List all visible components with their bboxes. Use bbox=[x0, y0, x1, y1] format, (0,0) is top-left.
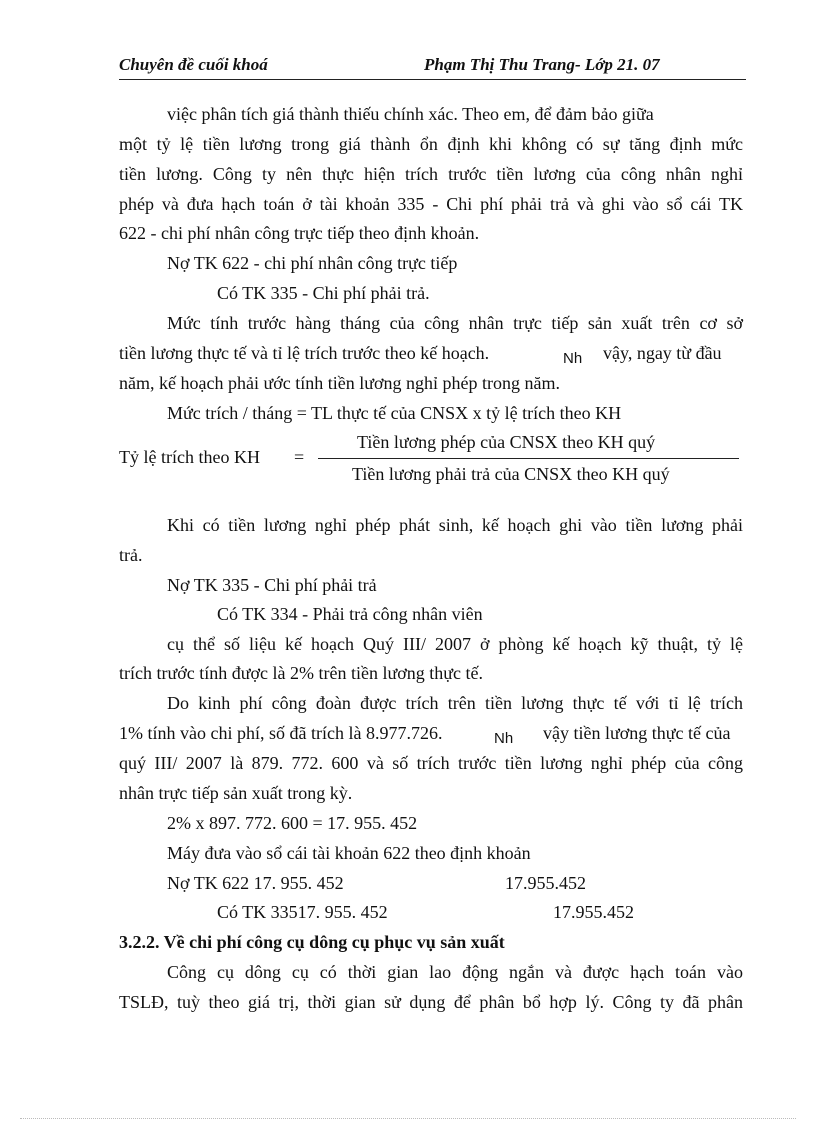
header-author: Phạm Thị Thu Trang- Lớp 21. 07 bbox=[424, 55, 660, 74]
paragraph-line: trả. bbox=[119, 545, 143, 565]
formula-denominator: Tiền lương phải trả của CNSX theo KH quý bbox=[352, 464, 670, 484]
section-heading: 3.2.2. Về chi phí công cụ dông cụ phục vụ sản xuất bbox=[119, 932, 505, 952]
paragraph-line: tiền lương thực tế và tỉ lệ trích trước theo kế hoạch. bbox=[119, 343, 490, 363]
fraction-bar bbox=[318, 458, 739, 459]
paragraph-line: Công cụ dông cụ có thời gian lao động ngắn và được hạch toán vào bbox=[167, 962, 743, 982]
page-bottom-border bbox=[20, 1118, 796, 1119]
formula-equals: = bbox=[294, 447, 305, 467]
paragraph-line: Do kinh phí công đoàn được trích trên tiền lương thực tế với tỉ lệ trích bbox=[167, 693, 743, 713]
paragraph-line: việc phân tích giá thành thiếu chính xác. Theo em, để đảm bảo giữa bbox=[167, 104, 654, 124]
journal-entry-credit-amount: 17.955.452 bbox=[553, 902, 634, 922]
nh-fragment: Nh bbox=[563, 350, 583, 367]
paragraph-line: Khi có tiền lương nghỉ phép phát sinh, kế hoạch ghi vào tiền lương phải bbox=[167, 515, 743, 535]
paragraph-line: 1% tính vào chi phí, số đã trích là 8.977.726. bbox=[119, 723, 443, 743]
paragraph-line: một tỷ lệ tiền lương trong giá thành ổn định khi không có sự tăng định mức bbox=[119, 134, 743, 154]
journal-entry-debit: Nợ TK 335 - Chi phí phải trả bbox=[167, 575, 377, 595]
paragraph-line: quý III/ 2007 là 879. 772. 600 và số trích trước tiền lương nghỉ phép của công bbox=[119, 753, 743, 773]
paragraph-line: nhân trực tiếp sản xuất trong kỳ. bbox=[119, 783, 353, 803]
formula-monthly-rate: Mức trích / tháng = TL thực tế của CNSX x tỷ lệ trích theo KH bbox=[167, 403, 622, 423]
journal-entry-credit: Có TK 334 - Phải trả công nhân viên bbox=[217, 604, 483, 624]
paragraph-line: 622 - chi phí nhân công trực tiếp theo định khoản. bbox=[119, 223, 480, 243]
journal-entry-debit: Nợ TK 622 17. 955. 452 bbox=[167, 873, 344, 893]
paragraph-line: cụ thể số liệu kế hoạch Quý III/ 2007 ở phòng kế hoạch kỹ thuật, tỷ lệ bbox=[167, 634, 743, 654]
journal-entry-credit: Có TK 33517. 955. 452 bbox=[217, 902, 388, 922]
nh-fragment: Nh bbox=[494, 730, 514, 747]
paragraph-line: năm, kế hoạch phải ước tính tiền lương nghỉ phép trong năm. bbox=[119, 373, 560, 393]
calculation-line: 2% x 897. 772. 600 = 17. 955. 452 bbox=[167, 813, 418, 833]
journal-entry-debit: Nợ TK 622 - chi phí nhân công trực tiếp bbox=[167, 253, 458, 273]
formula-numerator: Tiền lương phép của CNSX theo KH quý bbox=[357, 432, 656, 452]
paragraph-line: tiền lương. Công ty nên thực hiện trích trước tiền lương của công nhân nghỉ bbox=[119, 164, 743, 184]
paragraph-line: vậy tiền lương thực tế của bbox=[543, 723, 731, 743]
paragraph-line: TSLĐ, tuỳ theo giá trị, thời gian sử dụng để phân bổ hợp lý. Công ty đã phân bbox=[119, 992, 743, 1012]
journal-entry-credit: Có TK 335 - Chi phí phải trả. bbox=[217, 283, 430, 303]
journal-entry-debit-amount: 17.955.452 bbox=[505, 873, 586, 893]
paragraph-line: phép và đưa hạch toán ở tài khoản 335 - Chi phí phải trả và ghi vào sổ cái TK bbox=[119, 194, 743, 214]
paragraph-line: Mức tính trước hàng tháng của công nhân trực tiếp sản xuất trên cơ sở bbox=[167, 313, 743, 333]
paragraph-line: vậy, ngay từ đầu bbox=[603, 343, 722, 363]
paragraph-line: Máy đưa vào sổ cái tài khoản 622 theo định khoản bbox=[167, 843, 531, 863]
page-header bbox=[119, 51, 746, 80]
formula-lhs: Tỷ lệ trích theo KH bbox=[119, 447, 260, 467]
paragraph-line: trích trước tính được là 2% trên tiền lương thực tế. bbox=[119, 663, 483, 683]
header-course-title: Chuyên đề cuối khoá bbox=[119, 55, 268, 74]
